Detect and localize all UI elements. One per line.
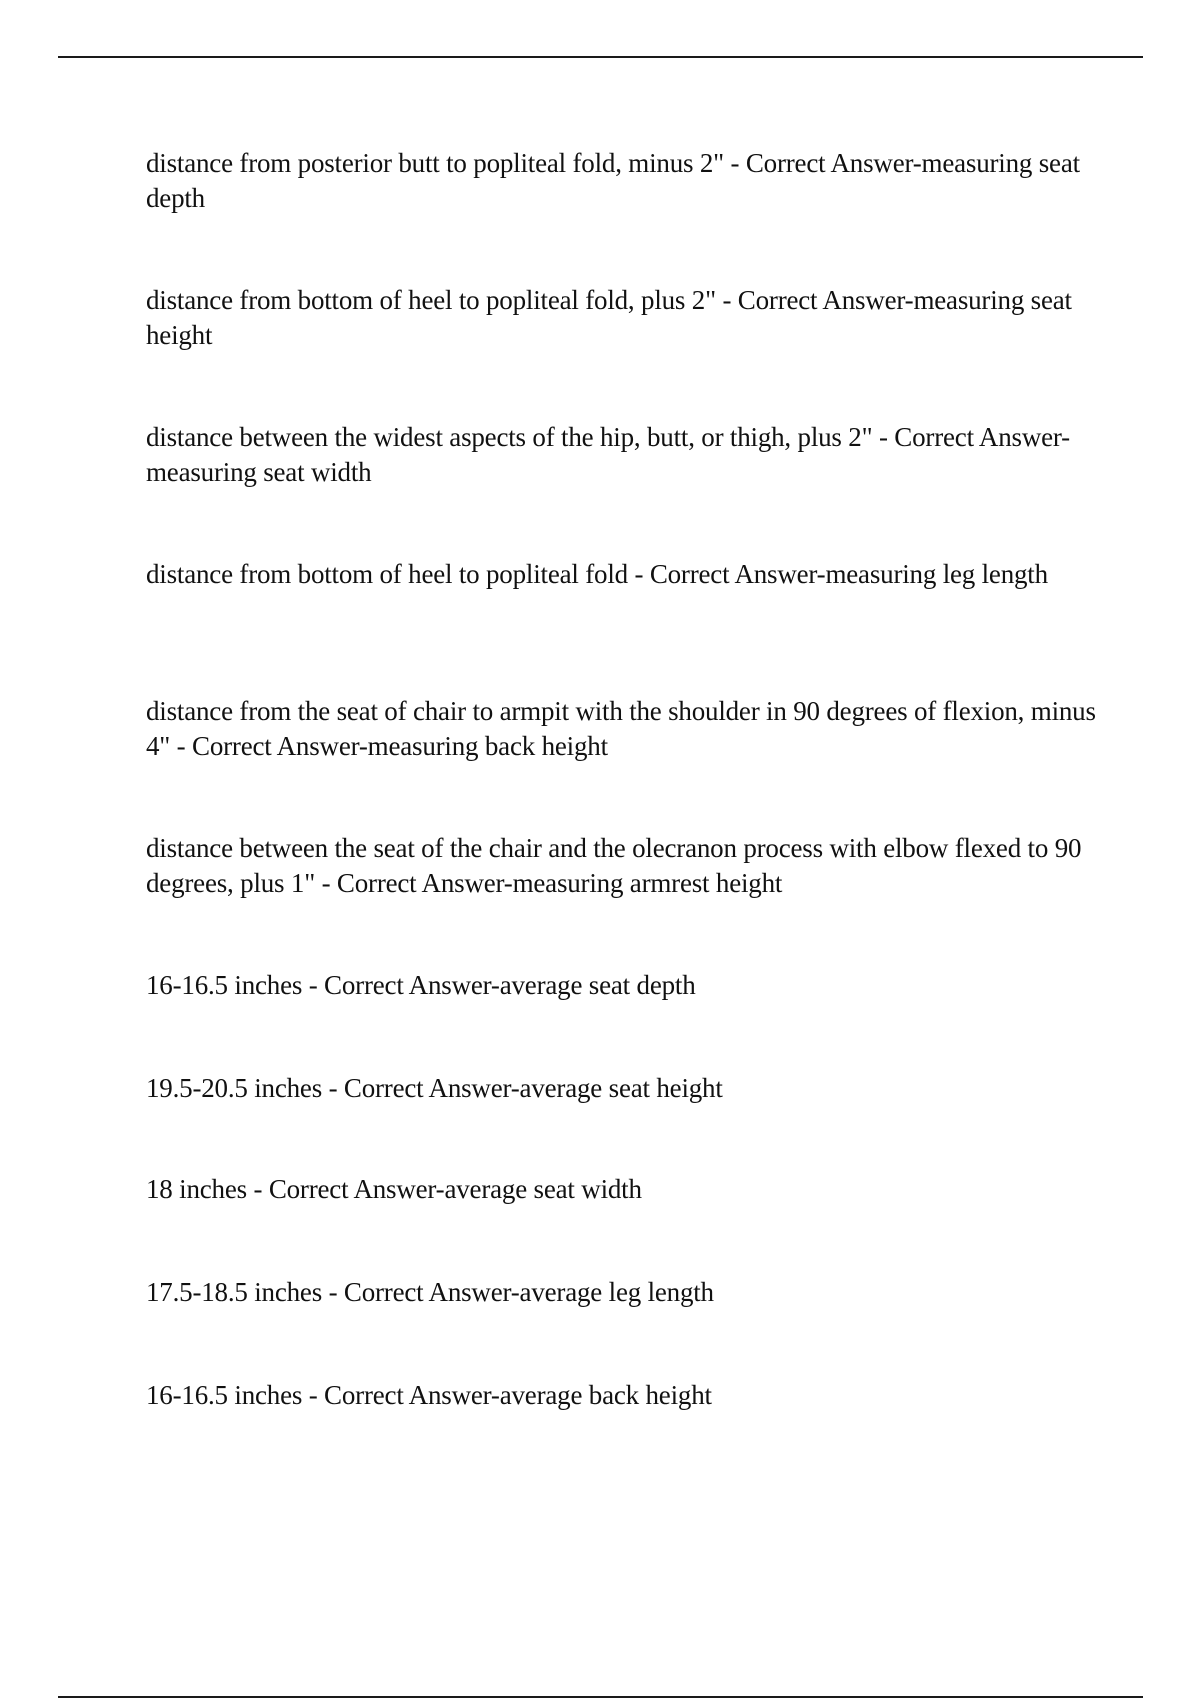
qa-entry-seat-height: distance from bottom of heel to popliteal fold, plus 2" - Correct Answer-measuring seat height bbox=[146, 285, 1072, 350]
qa-entry-average-seat-depth: 16-16.5 inches - Correct Answer-average seat depth bbox=[146, 970, 696, 1000]
footer-rule bbox=[58, 1696, 1143, 1698]
qa-entry-average-leg-length: 17.5-18.5 inches - Correct Answer-average leg length bbox=[146, 1277, 714, 1307]
qa-entry-armrest-height: distance between the seat of the chair and the olecranon process with elbow flexed to 90 degrees, plus 1" - Correct Answer-measuring armrest height bbox=[146, 833, 1082, 898]
qa-entry-average-seat-width: 18 inches - Correct Answer-average seat width bbox=[146, 1174, 642, 1204]
qa-entry-average-seat-height: 19.5-20.5 inches - Correct Answer-average seat height bbox=[146, 1073, 723, 1103]
qa-entry-leg-length: distance from bottom of heel to popliteal fold - Correct Answer-measuring leg length bbox=[146, 559, 1048, 589]
qa-entry-seat-depth: distance from posterior butt to popliteal fold, minus 2" - Correct Answer-measuring seat depth bbox=[146, 148, 1080, 213]
qa-entry-back-height: distance from the seat of chair to armpit with the shoulder in 90 degrees of flexion, minus 4" - Correct Answer-measuring back height bbox=[146, 696, 1096, 761]
qa-entry-seat-width: distance between the widest aspects of the hip, butt, or thigh, plus 2" - Correct Answer-measuring seat width bbox=[146, 422, 1070, 487]
qa-entry-average-back-height: 16-16.5 inches - Correct Answer-average back height bbox=[146, 1380, 712, 1410]
header-rule bbox=[58, 56, 1143, 58]
